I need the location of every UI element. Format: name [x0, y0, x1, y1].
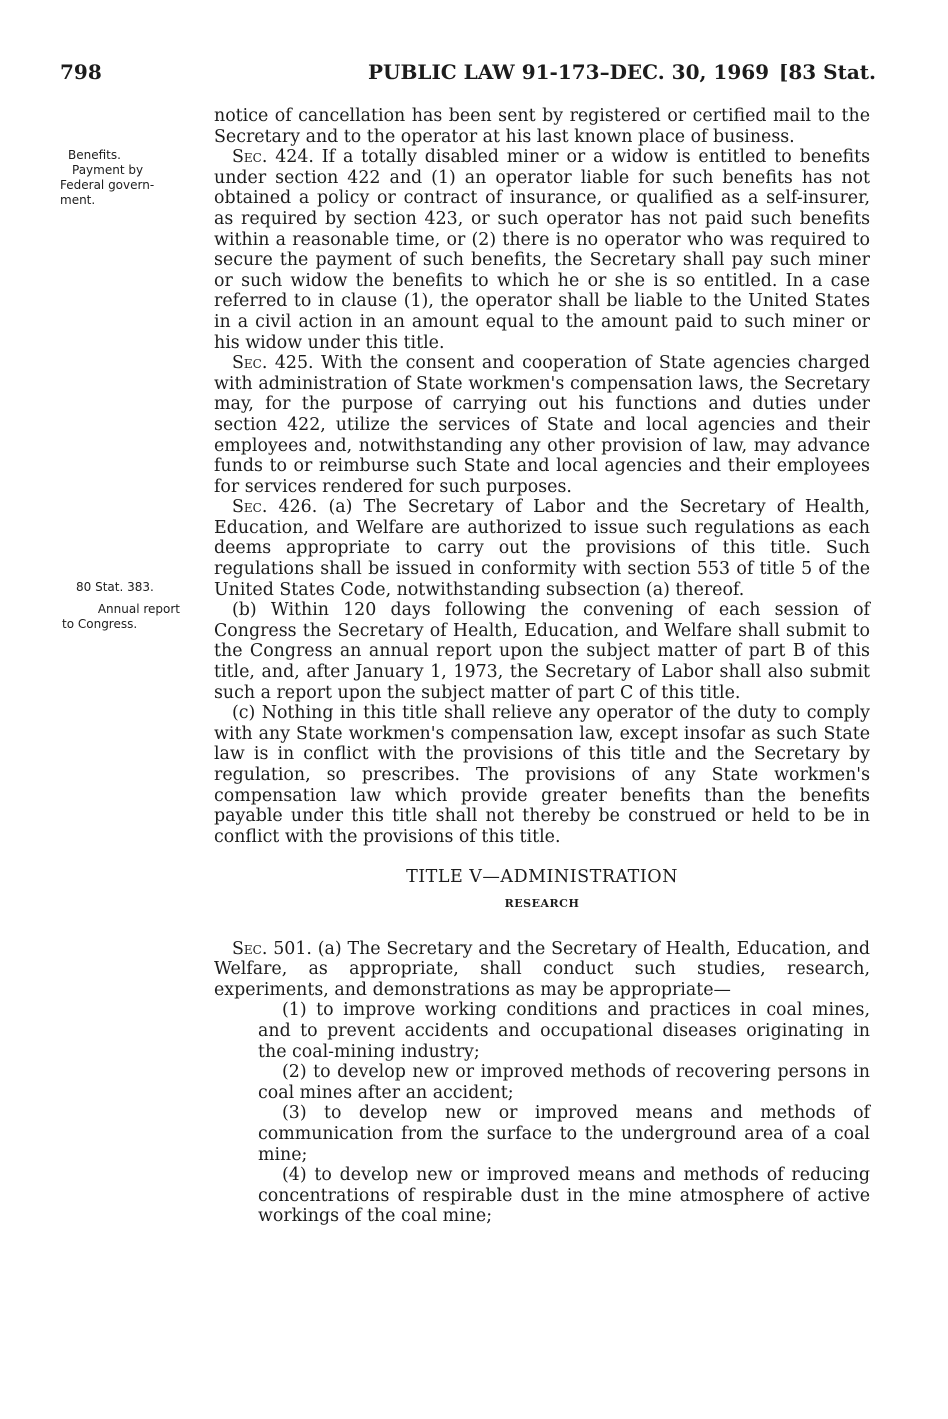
margin-note-stat-ref	[60, 580, 198, 595]
section-label: Sec.	[232, 938, 268, 959]
list-item: (4) to develop new or improved means and methods of reducing concentrations of respirable dust in the mine atmosphere of active workings of the coal mine;	[258, 1165, 870, 1227]
list-item: (3) to develop new or improved means and methods of communication from the surface to the underground area of a coal mine;	[258, 1103, 870, 1165]
page-header	[60, 60, 880, 90]
list-item: (1) to improve working conditions and practices in coal mines, and to prevent accidents and occupational diseases originating in the coal-mining industry;	[258, 1000, 870, 1062]
margin-note-annual-report	[60, 602, 180, 632]
paragraph: notice of cancellation has been sent by registered or certified mail to the Secretary and to the operator at his last known place of business.	[214, 106, 870, 147]
margin-note-line: Federal govern-	[60, 178, 155, 192]
margin-note-benefits	[60, 148, 180, 208]
research-heading: RESEARCH	[504, 896, 580, 910]
running-title: PUBLIC LAW 91-173–DEC. 30, 1969	[368, 60, 770, 84]
title-heading: TITLE V—ADMINISTRATION	[406, 867, 678, 888]
statute-reference: [83 Stat.	[778, 60, 876, 84]
section-501	[214, 939, 870, 1001]
margin-note-line: ment.	[60, 193, 96, 207]
subsection-b: (b) Within 120 days following the convening of each session of Congress the Secretary of Health, Education, and Welfare shall submit to the Congress an annual report upon the subject matter of part B of this title, and, after January 1, 1973, the Secretary of Labor shall also submit such a report upon the subject matter of part C of this title.	[214, 600, 870, 703]
section-label: Sec.	[232, 497, 268, 518]
list-item: (2) to develop new or improved methods of recovering persons in coal mines after an accident;	[258, 1062, 870, 1103]
section-425	[214, 353, 870, 497]
margin-note-line: to Congress.	[62, 617, 138, 631]
paragraph-text: 426. (a) The Secretary of Labor and the Secretary of Health, Education, and Welfare are authorized to issue such regulations as each deems appropriate to carry out the provisions of this title. Such regulations shall be issued in conformity with section 553 of title 5 of the United States Code, notwithstanding subsection (a) thereof.	[214, 497, 870, 600]
section-424	[214, 147, 870, 353]
paragraph-text: 501. (a) The Secretary and the Secretary of Health, Education, and Welfare, as appropriate, shall conduct such studies, research, experiments, and demonstrations as may be appropriate—	[214, 938, 870, 1000]
paragraph-text: 424. If a totally disabled miner or a widow is entitled to benefits under section 422 and (1) an operator liable for such benefits has not obtained a policy or contract of insurance, or qualified as a self-insurer, as required by section 423, or such operator has not paid such benefits within a reasonable time, or (2) there is no operator who was required to secure the payment of such benefits, the Secretary shall pay such miner or such widow the benefits to which he or she is so entitled. In a case referred to in clause (1), the operator shall be liable to the United States in a civil action in an amount equal to the amount paid to such miner or his widow under this title.	[214, 147, 870, 353]
margin-note-line: Payment by	[72, 163, 144, 177]
section-label: Sec.	[232, 147, 268, 168]
section-426	[214, 497, 870, 600]
margin-note-line: 80 Stat. 383.	[76, 580, 154, 594]
section-label: Sec.	[232, 353, 268, 374]
paragraph-text: 425. With the consent and cooperation of State agencies charged with administration of State workmen's compensation laws, the Secretary may, for the purpose of carrying out his functions and duties under section 422, utilize the services of State and local agencies and their employees and, notwithstanding any other provision of law, may advance funds to or reimburse such State and local agencies and their employees for services rendered for such purposes.	[214, 353, 870, 497]
subsection-c: (c) Nothing in this title shall relieve any operator of the duty to comply with any State workmen's compensation law, except insofar as such State law is in conflict with the provisions of this title and the Secretary by regulation, so prescribes. The provisions of any State workmen's compensation law which provide greater benefits than the benefits payable under this title shall not thereby be construed or held to be in conflict with the provisions of this title.	[214, 703, 870, 847]
page-number: 798	[60, 60, 102, 84]
margin-note-line: Benefits.	[68, 148, 121, 162]
body-text	[214, 106, 870, 1227]
margin-note-line: Annual report	[97, 602, 180, 616]
